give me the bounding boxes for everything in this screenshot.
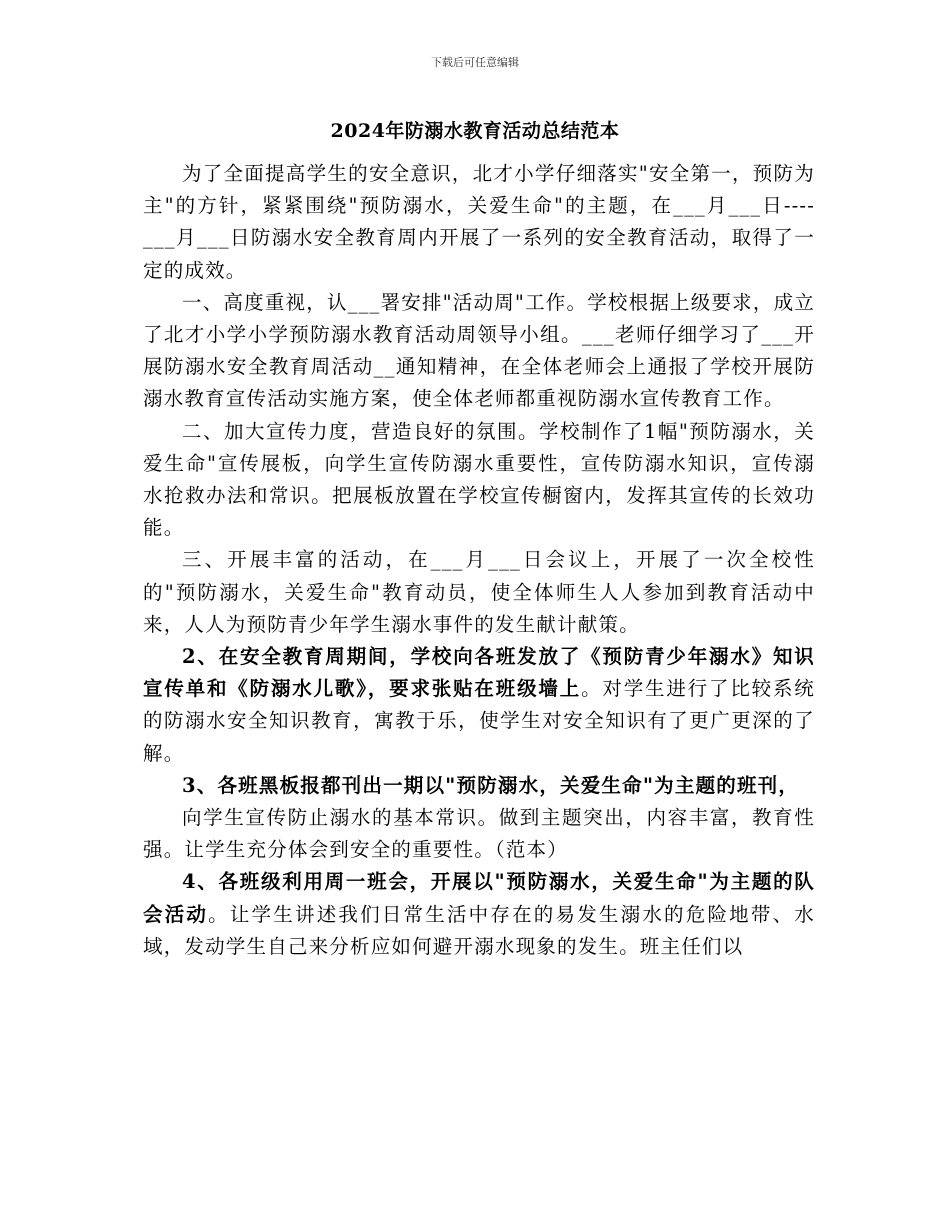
paragraph-item-2-heading: 2、在安全教育周期间，学校向各班发放了《预防青少年溺水》知识宣传单和《防溺水儿歌》，要求张贴在班级墙上 (143, 645, 815, 701)
paragraph-item-4-heading: 4、各班级利用周一班会，开展以"预防溺水，关爱生命"为主题的队会活动 (143, 870, 815, 926)
paragraph-item-2 (143, 641, 815, 770)
paragraph-section-3: 三、开展丰富的活动，在___月___日会议上，开展了一次全校性的"预防溺水，关爱生命"教育动员，使全体师生人人参加到教育活动中来，人人为预防青少年学生溺水事件的发生献计献策。 (143, 548, 815, 636)
paragraph-section-2: 二、加大宣传力度，营造良好的氛围。学校制作了1幅"预防溺水，关爱生命"宣传展板，向学生宣传防溺水重要性，宣传防溺水知识，宣传溺水抢救办法和常识。把展板放置在学校宣传橱窗内，发挥其宣传的长效功能。 (143, 419, 815, 540)
paragraph-item-3-heading (143, 770, 815, 802)
header-note: 下载后可任意编辑 (431, 56, 519, 69)
paragraph-item-3-heading-text: 3、各班黑板报都刊出一期以"预防溺水，关爱生命"为主题的班刊， (182, 773, 800, 797)
paragraph-item-3-text: 向学生宣传防止溺水的基本常识。做到主题突出，内容丰富，教育性强。让学生充分体会到安全的重要性。（范本） (143, 806, 815, 862)
document-body (143, 158, 815, 963)
paragraph-item-2-text: 。对学生进行了比较系统的防溺水安全知识教育，寓教于乐，使学生对安全知识有了更广更深的了解。 (143, 677, 816, 765)
paragraph-item-4 (143, 866, 815, 963)
document-title: 2024年防溺水教育活动总结范本 (330, 120, 620, 142)
paragraph-intro: 为了全面提高学生的安全意识，北才小学仔细落实"安全第一，预防为主"的方针，紧紧围绕"预防溺水，关爱生命"的主题，在___月___日----___月___日防溺水安全教育周内开展了一系列的安全教育活动，取得了一定的成效。 (143, 162, 815, 282)
paragraph-item-4-text: 。让学生讲述我们日常生活中存在的易发生溺水的危险地带、水域，发动学生自己来分析应如何避开溺水现象的发生。班主任们以 (143, 902, 815, 958)
paragraph-section-1: 一、高度重视，认___署安排"活动周"工作。学校根据上级要求，成立了北才小学小学预防溺水教育活动周领导小组。___老师仔细学习了___开展防溺水安全教育周活动__通知精神，在全体老师会上通报了学校开展防溺水教育宣传活动实施方案，使全体老师都重视防溺水宣传教育工作。 (143, 290, 815, 411)
